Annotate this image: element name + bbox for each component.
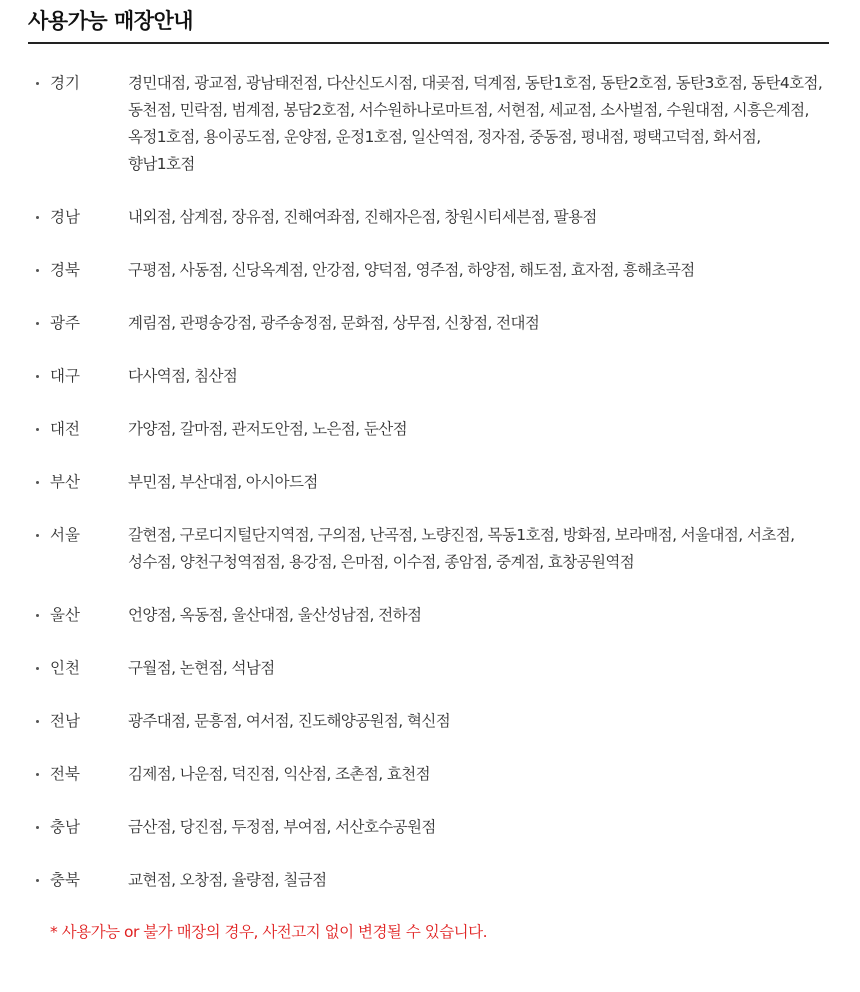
bullet-icon bbox=[36, 216, 39, 219]
bullet-icon bbox=[36, 720, 39, 723]
region-name bbox=[28, 814, 128, 841]
bullet-icon bbox=[36, 534, 39, 537]
store-list: 계림점, 관평송강점, 광주송정점, 문화점, 상무점, 신창점, 전대점 bbox=[128, 314, 540, 332]
title-divider bbox=[28, 42, 829, 44]
store-list: 금산점, 당진점, 두정점, 부여점, 서산호수공원점 bbox=[128, 818, 436, 836]
store-list: 광주대점, 문흥점, 여서점, 진도해양공원점, 혁신점 bbox=[128, 712, 451, 730]
store-info-section bbox=[28, 0, 829, 942]
region-name bbox=[28, 655, 128, 682]
region-label: 서울 bbox=[50, 526, 80, 544]
region-name bbox=[28, 602, 128, 629]
bullet-icon bbox=[36, 773, 39, 776]
bullet-icon bbox=[36, 879, 39, 882]
store-list: 교현점, 오창점, 율량점, 칠금점 bbox=[128, 871, 327, 889]
store-list: 언양점, 옥동점, 울산대점, 울산성남점, 전하점 bbox=[128, 606, 422, 624]
region-row-gyeonggi bbox=[28, 70, 829, 178]
bullet-icon bbox=[36, 269, 39, 272]
region-name bbox=[28, 257, 128, 284]
region-row-jeonbuk bbox=[28, 761, 829, 788]
region-name bbox=[28, 469, 128, 496]
region-label: 충남 bbox=[50, 818, 80, 836]
region-label: 경남 bbox=[50, 208, 80, 226]
store-list: 다사역점, 침산점 bbox=[128, 367, 238, 385]
bullet-icon bbox=[36, 667, 39, 670]
store-list: 경민대점, 광교점, 광남태전점, 다산신도시점, 대곶점, 덕계점, 동탄1호점, 동탄2호점, 동탄3호점, 동탄4호점, 동천점, 민락점, 범계점, 봉담2호점, 서수원하나로마트점, 서현점, 세교점, 소사벌점, 수원대점, 시흥은계점, 옥정1호점, 용이공도점, 운양점, 운정1호점, 일산역점, 정자점, 중동점, 평내점, 평택고덕점, 화서점, 향남1호점 bbox=[128, 74, 823, 173]
store-list: 구월점, 논현점, 석남점 bbox=[128, 659, 275, 677]
region-label: 전남 bbox=[50, 712, 80, 730]
region-label: 광주 bbox=[50, 314, 80, 332]
region-row-daejeon bbox=[28, 416, 829, 443]
region-row-daegu bbox=[28, 363, 829, 390]
region-label: 대구 bbox=[50, 367, 80, 385]
region-row-incheon bbox=[28, 655, 829, 682]
region-name bbox=[28, 867, 128, 894]
bullet-icon bbox=[36, 428, 39, 431]
region-label: 울산 bbox=[50, 606, 80, 624]
region-label: 충북 bbox=[50, 871, 80, 889]
region-row-chungbuk bbox=[28, 867, 829, 894]
region-name bbox=[28, 310, 128, 337]
region-name bbox=[28, 761, 128, 788]
region-row-seoul bbox=[28, 522, 829, 576]
region-list bbox=[28, 70, 829, 894]
region-label: 대전 bbox=[50, 420, 80, 438]
region-row-ulsan bbox=[28, 602, 829, 629]
store-list: 구평점, 사동점, 신당옥계점, 안강점, 양덕점, 영주점, 하양점, 해도점, 효자점, 흥해초곡점 bbox=[128, 261, 695, 279]
region-name bbox=[28, 363, 128, 390]
region-row-busan bbox=[28, 469, 829, 496]
bullet-icon bbox=[36, 82, 39, 85]
region-row-gyeongbuk bbox=[28, 257, 829, 284]
region-label: 전북 bbox=[50, 765, 80, 783]
store-list: 내외점, 삼계점, 장유점, 진해여좌점, 진해자은점, 창원시티세븐점, 팔용점 bbox=[128, 208, 597, 226]
region-row-jeonnam bbox=[28, 708, 829, 735]
store-list: 가양점, 갈마점, 관저도안점, 노은점, 둔산점 bbox=[128, 420, 407, 438]
bullet-icon bbox=[36, 322, 39, 325]
region-label: 경북 bbox=[50, 261, 80, 279]
store-list: 갈현점, 구로디지털단지역점, 구의점, 난곡점, 노량진점, 목동1호점, 방화점, 보라매점, 서울대점, 서초점, 성수점, 양천구청역점점, 용강점, 은마점, 이수점, 종암점, 중계점, 효창공원역점 bbox=[128, 526, 795, 571]
region-label: 인천 bbox=[50, 659, 80, 677]
region-name bbox=[28, 708, 128, 735]
bullet-icon bbox=[36, 375, 39, 378]
change-notice: * 사용가능 or 불가 매장의 경우, 사전고지 없이 변경될 수 있습니다. bbox=[50, 923, 488, 941]
region-name bbox=[28, 522, 128, 549]
region-row-gyeongnam bbox=[28, 204, 829, 231]
region-row-gwangju bbox=[28, 310, 829, 337]
region-name bbox=[28, 416, 128, 443]
bullet-icon bbox=[36, 481, 39, 484]
page-title: 사용가능 매장안내 bbox=[28, 9, 194, 33]
bullet-icon bbox=[36, 826, 39, 829]
region-name bbox=[28, 204, 128, 231]
store-list: 김제점, 나운점, 덕진점, 익산점, 조촌점, 효천점 bbox=[128, 765, 430, 783]
bullet-icon bbox=[36, 614, 39, 617]
region-name bbox=[28, 70, 128, 97]
region-label: 부산 bbox=[50, 473, 80, 491]
store-list: 부민점, 부산대점, 아시아드점 bbox=[128, 473, 318, 491]
region-label: 경기 bbox=[50, 74, 80, 92]
region-row-chungnam bbox=[28, 814, 829, 841]
